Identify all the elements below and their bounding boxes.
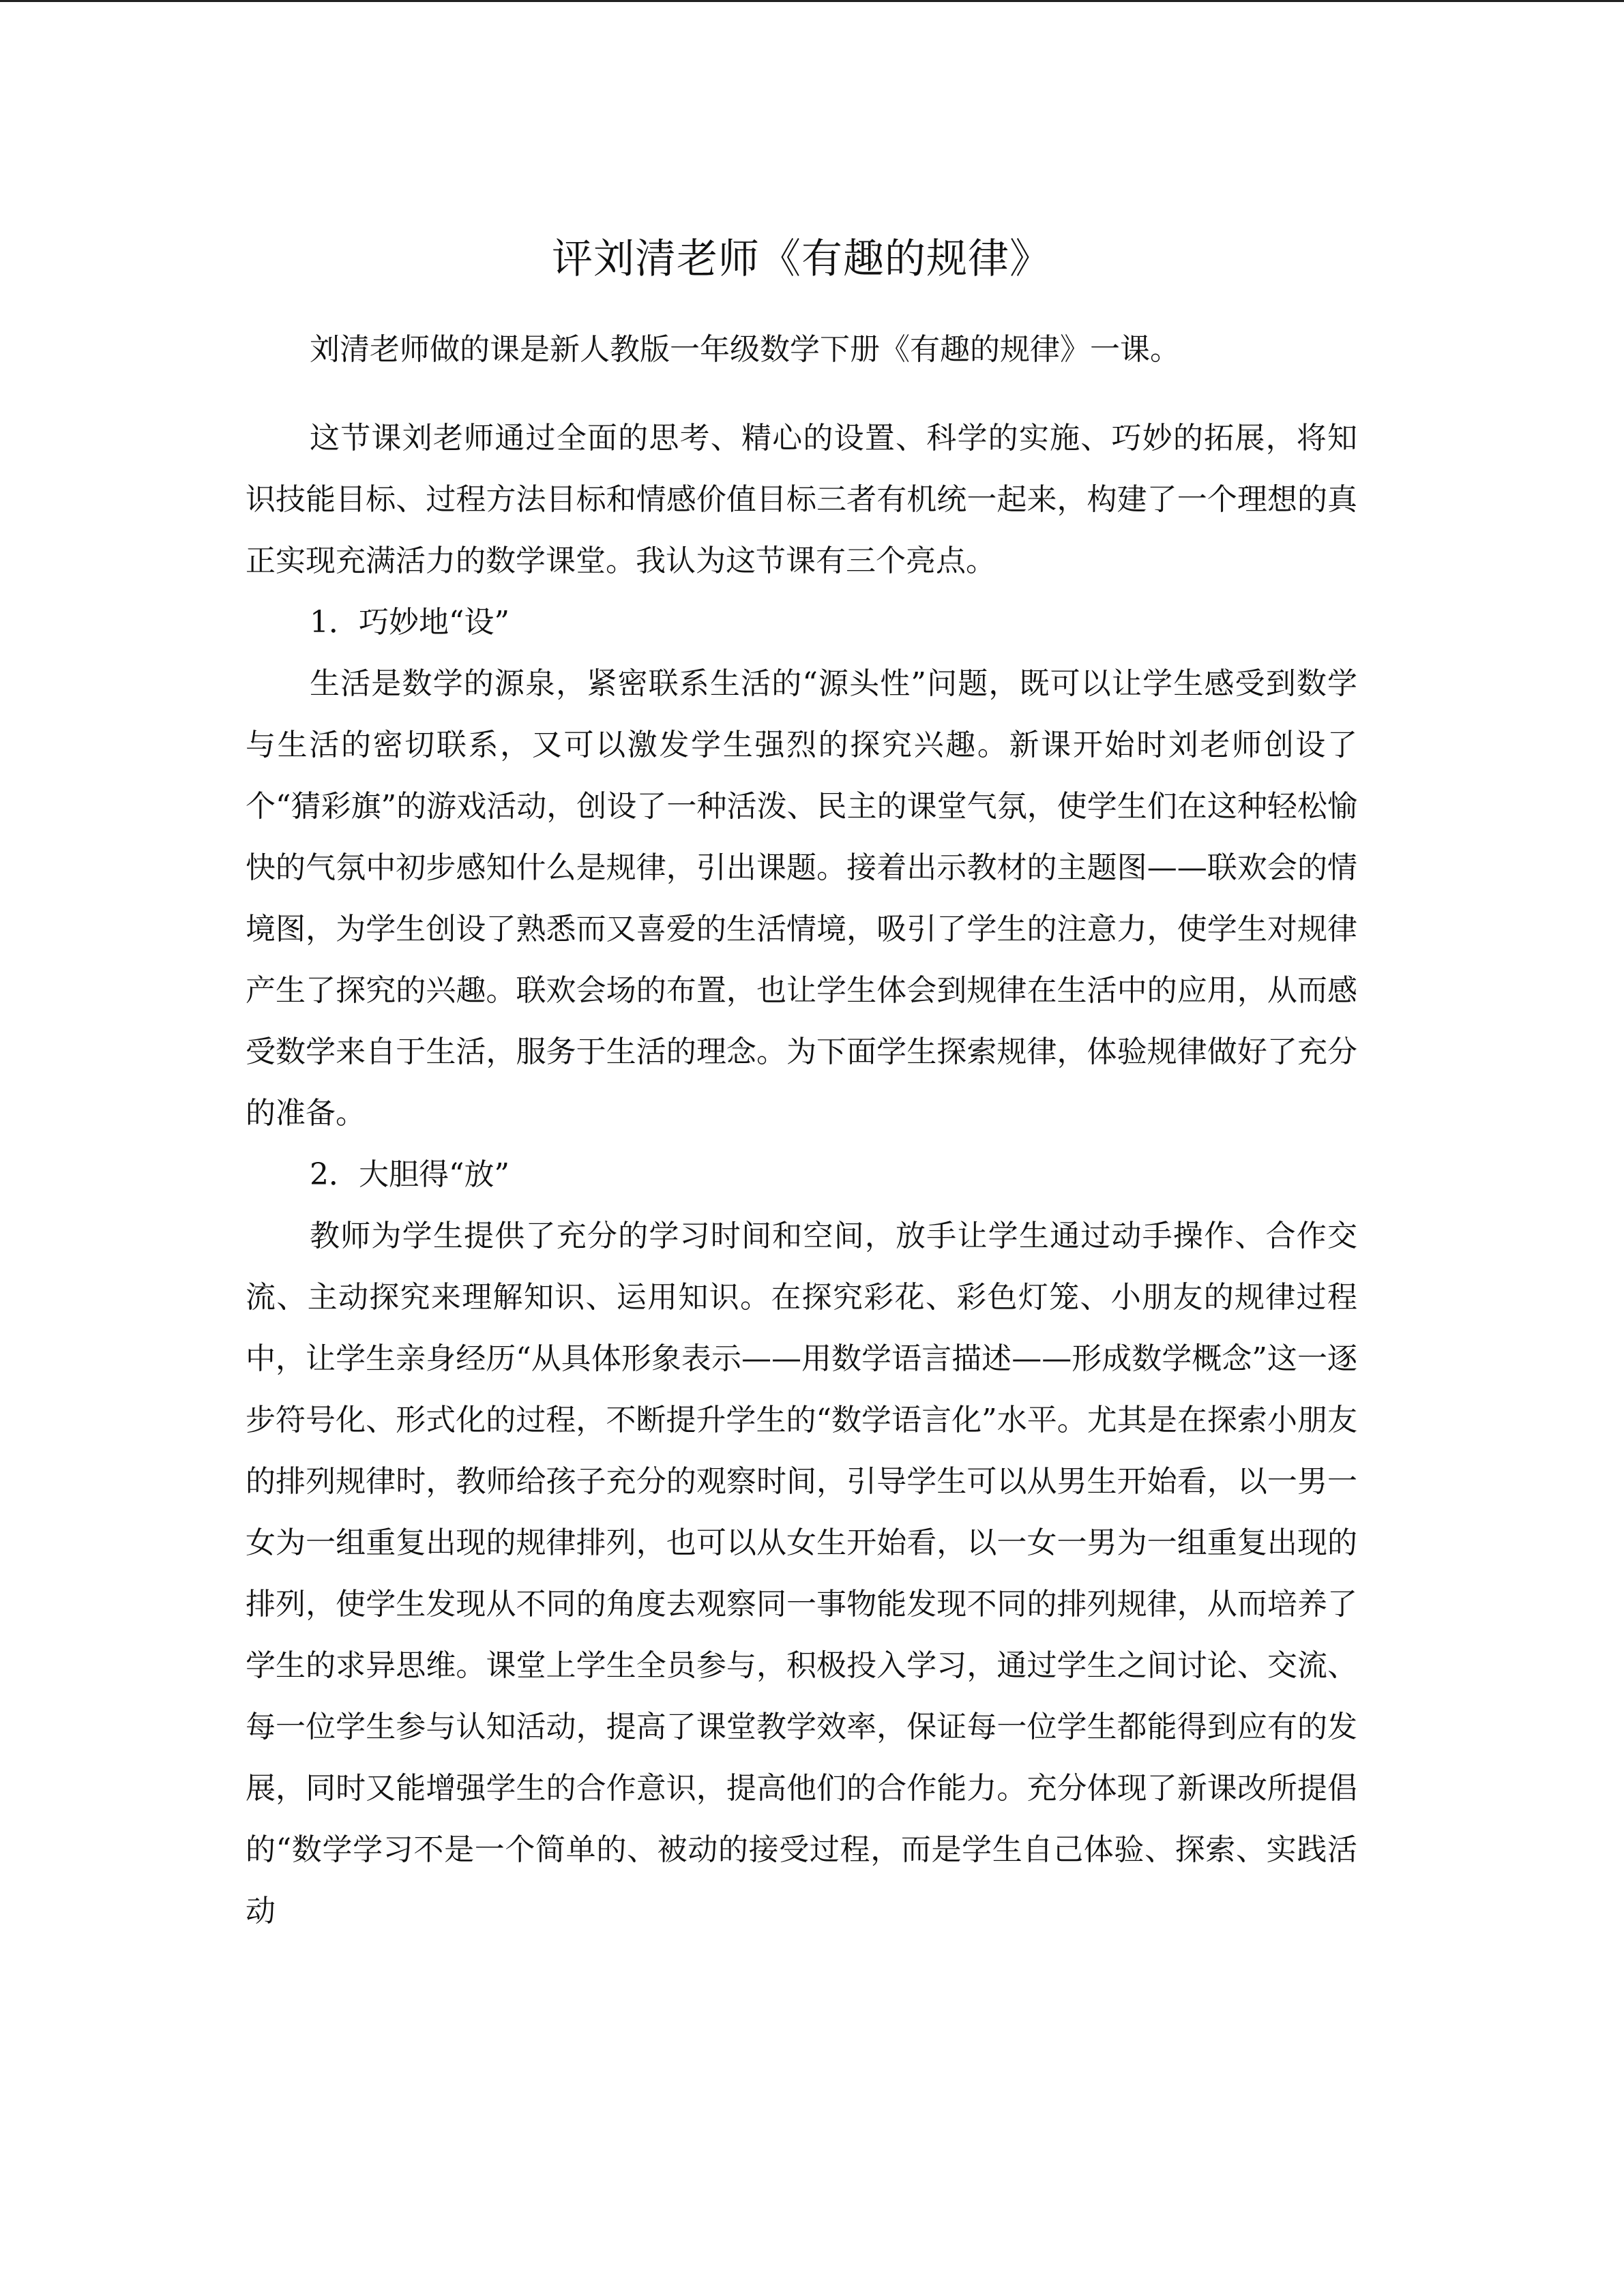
paragraph-section-1: 生活是数学的源泉，紧密联系生活的“源头性”问题，既可以让学生感受到数学与生活的密切联系，又可以激发学生强烈的探究兴趣。新课开始时刘老师创设了个“猜彩旗”的游戏活动，创设了一种活泼、民主的课堂气氛，使学生们在这种轻松愉快的气氛中初步感知什么是规律，引出课题。接着出示教材的主题图——联欢会的情境图，为学生创设了熟悉而又喜爱的生活情境，吸引了学生的注意力，使学生对规律产生了探究的兴趣。联欢会场的布置，也让学生体会到规律在生活中的应用，从而感受数学来自于生活，服务于生活的理念。为下面学生探索规律，体验规律做好了充分的准备。 xyxy=(246,666,1357,1131)
section-heading-1: 1．巧妙地“设” xyxy=(310,605,510,640)
document-title: 评刘清老师《有趣的规律》 xyxy=(552,235,1051,283)
paragraph-overview: 这节课刘老师通过全面的思考、精心的设置、科学的实施、巧妙的拓展，将知识技能目标、过程方法目标和情感价值目标三者有机统一起来，构建了一个理想的真正实现充满活力的数学课堂。我认为这节课有三个亮点。 xyxy=(246,421,1357,578)
paragraph-intro: 刘清老师做的课是新人教版一年级数学下册《有趣的规律》一课。 xyxy=(310,332,1180,367)
page-top-border xyxy=(0,0,1624,2)
document-page xyxy=(246,225,1357,1942)
section-heading-2: 2．大胆得“放” xyxy=(310,1157,510,1192)
paragraph-section-2: 教师为学生提供了充分的学习时间和空间，放手让学生通过动手操作、合作交流、主动探究来理解知识、运用知识。在探究彩花、彩色灯笼、小朋友的规律过程中，让学生亲身经历“从具体形象表示——用数学语言描述——形成数学概念”这一逐步符号化、形式化的过程，不断提升学生的“数学语言化”水平。尤其是在探索小朋友的排列规律时，教师给孩子充分的观察时间，引导学生可以从男生开始看，以一男一女为一组重复出现的规律排列，也可以从女生开始看，以一女一男为一组重复出现的排列，使学生发现从不同的角度去观察同一事物能发现不同的排列规律，从而培养了学生的求异思维。课堂上学生全员参与，积极投入学习，通过学生之间讨论、交流、每一位学生参与认知活动，提高了课堂教学效率，保证每一位学生都能得到应有的发展，同时又能增强学生的合作意识，提高他们的合作能力。充分体现了新课改所提倡的“数学学习不是一个简单的、被动的接受过程，而是学生自己体验、探索、实践活动 xyxy=(246,1219,1357,1928)
